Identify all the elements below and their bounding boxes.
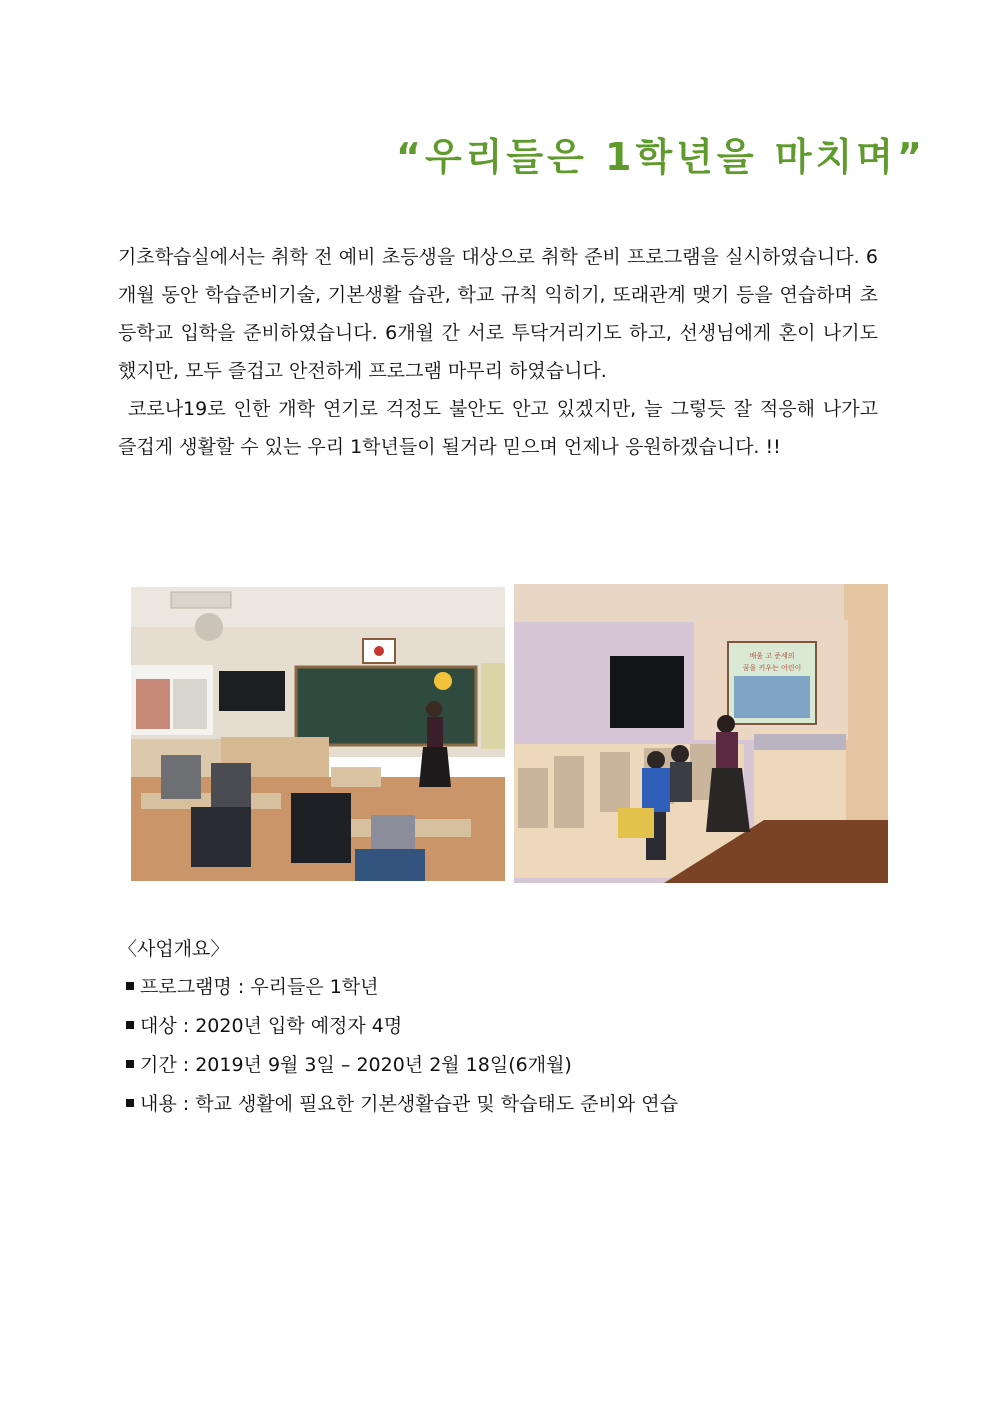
intro-text	[118, 238, 878, 466]
overview-label: 프로그램명	[140, 976, 232, 998]
overview-item-target: 대상 : 2020년 입학 예정자 4명	[118, 1007, 878, 1046]
page-title: “우리들은 1학년을 마치며”	[396, 135, 926, 179]
overview-item-content: 내용 : 학교 생활에 필요한 기본생활습관 및 학습태도 준비와 연습	[118, 1085, 878, 1124]
library-photo	[514, 584, 888, 883]
banner-line2: 꿈을 키우는 어린이	[742, 664, 802, 672]
overview-item-period: 기간 : 2019년 9월 3일 – 2020년 2월 18일(6개월)	[118, 1046, 878, 1085]
overview-value: 우리들은 1학년	[250, 976, 379, 998]
square-bullet-icon	[126, 982, 134, 990]
square-bullet-icon	[126, 1099, 134, 1107]
overview-label: 대상	[140, 1015, 177, 1037]
overview-value: 2019년 9월 3일 – 2020년 2월 18일(6개월)	[195, 1054, 572, 1076]
banner-line1: 배움 고 준세의	[749, 652, 795, 660]
overview-label: 기간	[140, 1054, 177, 1076]
classroom-photo	[131, 587, 505, 881]
project-overview	[118, 930, 878, 1124]
intro-paragraph: 기초학습실에서는 취학 전 예비 초등생을 대상으로 취학 준비 프로그램을 실시하였습니다. 6개월 동안 학습준비기술, 기본생활 습관, 학교 규칙 익히기, 또래관계 맺기 등을 연습하며 초등학교 입학을 준비하였습니다. 6개월 간 서로 투닥거리기도 하고, 선생님에게 혼이 나기도 했지만, 모두 즐겁고 안전하게 프로그램 마무리 하였습니다.	[118, 246, 878, 382]
overview-value: 학교 생활에 필요한 기본생활습관 및 학습태도 준비와 연습	[195, 1093, 678, 1115]
overview-label: 내용	[140, 1093, 177, 1115]
overview-heading: 〈사업개요〉	[118, 938, 230, 960]
overview-value: 2020년 입학 예정자 4명	[195, 1015, 403, 1037]
square-bullet-icon	[126, 1021, 134, 1029]
closing-paragraph: 코로나19로 인한 개학 연기로 걱정도 불안도 안고 있겠지만, 늘 그렇듯 잘 적응해 나가고 즐겁게 생활할 수 있는 우리 1학년들이 될거라 믿으며 언제나 응원하겠습니다. !!	[118, 398, 878, 458]
square-bullet-icon	[126, 1060, 134, 1068]
overview-item-program: 프로그램명 : 우리들은 1학년	[118, 968, 878, 1007]
